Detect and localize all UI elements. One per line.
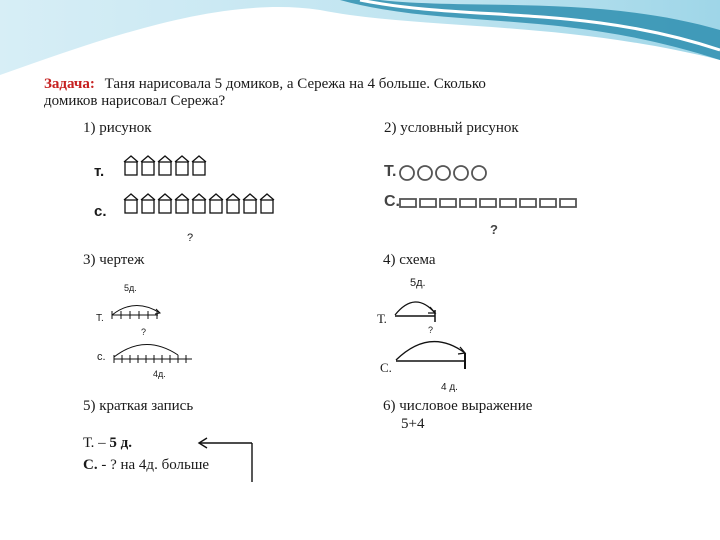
short-note-tanya: Т. –: [83, 435, 110, 451]
segment-tanya-label: Т.: [96, 313, 104, 324]
serezha-rect: [440, 199, 456, 207]
segment-top-label: 5д.: [124, 283, 137, 293]
task-label: Задача:: [44, 76, 95, 92]
serezha-house: [226, 194, 240, 213]
serezha-house: [192, 194, 206, 213]
section-1-heading: 1) рисунок: [83, 120, 152, 136]
short-note-serezha-rest: - ? на 4д. больше: [97, 457, 210, 473]
task-line-2: домиков нарисовал Сережа?: [44, 93, 226, 109]
short-note-serezha: С.: [83, 457, 98, 473]
serezha-house: [209, 194, 223, 213]
serezha-house: [243, 194, 257, 213]
serezha-rect: [480, 199, 496, 207]
conditional-question: ?: [490, 222, 498, 237]
scheme-tanya-label: Т.: [377, 311, 387, 326]
serezha-house: [141, 194, 155, 213]
tanya-circle: [418, 166, 432, 180]
serezha-house: [124, 194, 138, 213]
section-5-heading: 5) краткая запись: [83, 398, 194, 414]
section-4-heading: 4) схема: [383, 252, 436, 268]
tanya-house: [158, 156, 172, 175]
serezha-rect: [520, 199, 536, 207]
drawing-question: ?: [187, 232, 194, 244]
segment-bottom-label: 4д.: [153, 369, 166, 379]
short-note-line-1: [83, 435, 132, 452]
serezha-rect: [500, 199, 516, 207]
short-note-tanya-value: 5 д.: [109, 435, 133, 451]
conditional-shapes: [398, 163, 598, 213]
segment-serezha-label: с.: [97, 351, 106, 363]
segment-question: ?: [141, 327, 147, 337]
scheme-drawing: [390, 285, 510, 375]
section-6-heading: 6) числовое выражение: [383, 398, 533, 414]
scheme-question: ?: [428, 325, 434, 335]
task-line-1: Таня нарисовала 5 домиков, а Сережа на 4 больше. Сколько: [104, 76, 486, 92]
tanya-house: [192, 156, 206, 175]
numeric-expression: 5+4: [401, 416, 425, 432]
serezha-rect: [560, 199, 576, 207]
scheme-serezha-label: С.: [380, 360, 392, 375]
drawing-tanya-label: т.: [94, 163, 105, 180]
short-note-line-2: [83, 457, 209, 474]
tanya-circle: [472, 166, 486, 180]
tanya-circle: [400, 166, 414, 180]
serezha-rect: [400, 199, 416, 207]
conditional-serezha-label: С.: [384, 193, 400, 210]
segment-drawing: [100, 285, 220, 375]
serezha-house: [158, 194, 172, 213]
tanya-circle: [436, 166, 450, 180]
drawing-serezha-label: с.: [94, 203, 107, 220]
tanya-house: [124, 156, 138, 175]
serezha-house: [260, 194, 274, 213]
serezha-house: [175, 194, 189, 213]
task-text: [44, 76, 486, 110]
tanya-house: [175, 156, 189, 175]
tanya-house: [141, 156, 155, 175]
tanya-circle: [454, 166, 468, 180]
serezha-rect: [420, 199, 436, 207]
section-2-heading: 2) условный рисунок: [384, 120, 519, 136]
scheme-bottom-label: 4 д.: [441, 382, 458, 393]
serezha-rect: [540, 199, 556, 207]
serezha-rect: [460, 199, 476, 207]
scheme-top-label: 5д.: [410, 277, 426, 289]
section-3-heading: 3) чертеж: [83, 252, 145, 268]
conditional-tanya-label: Т.: [384, 163, 397, 180]
arrow-pointer: [196, 436, 266, 486]
houses-drawing: [120, 152, 300, 222]
